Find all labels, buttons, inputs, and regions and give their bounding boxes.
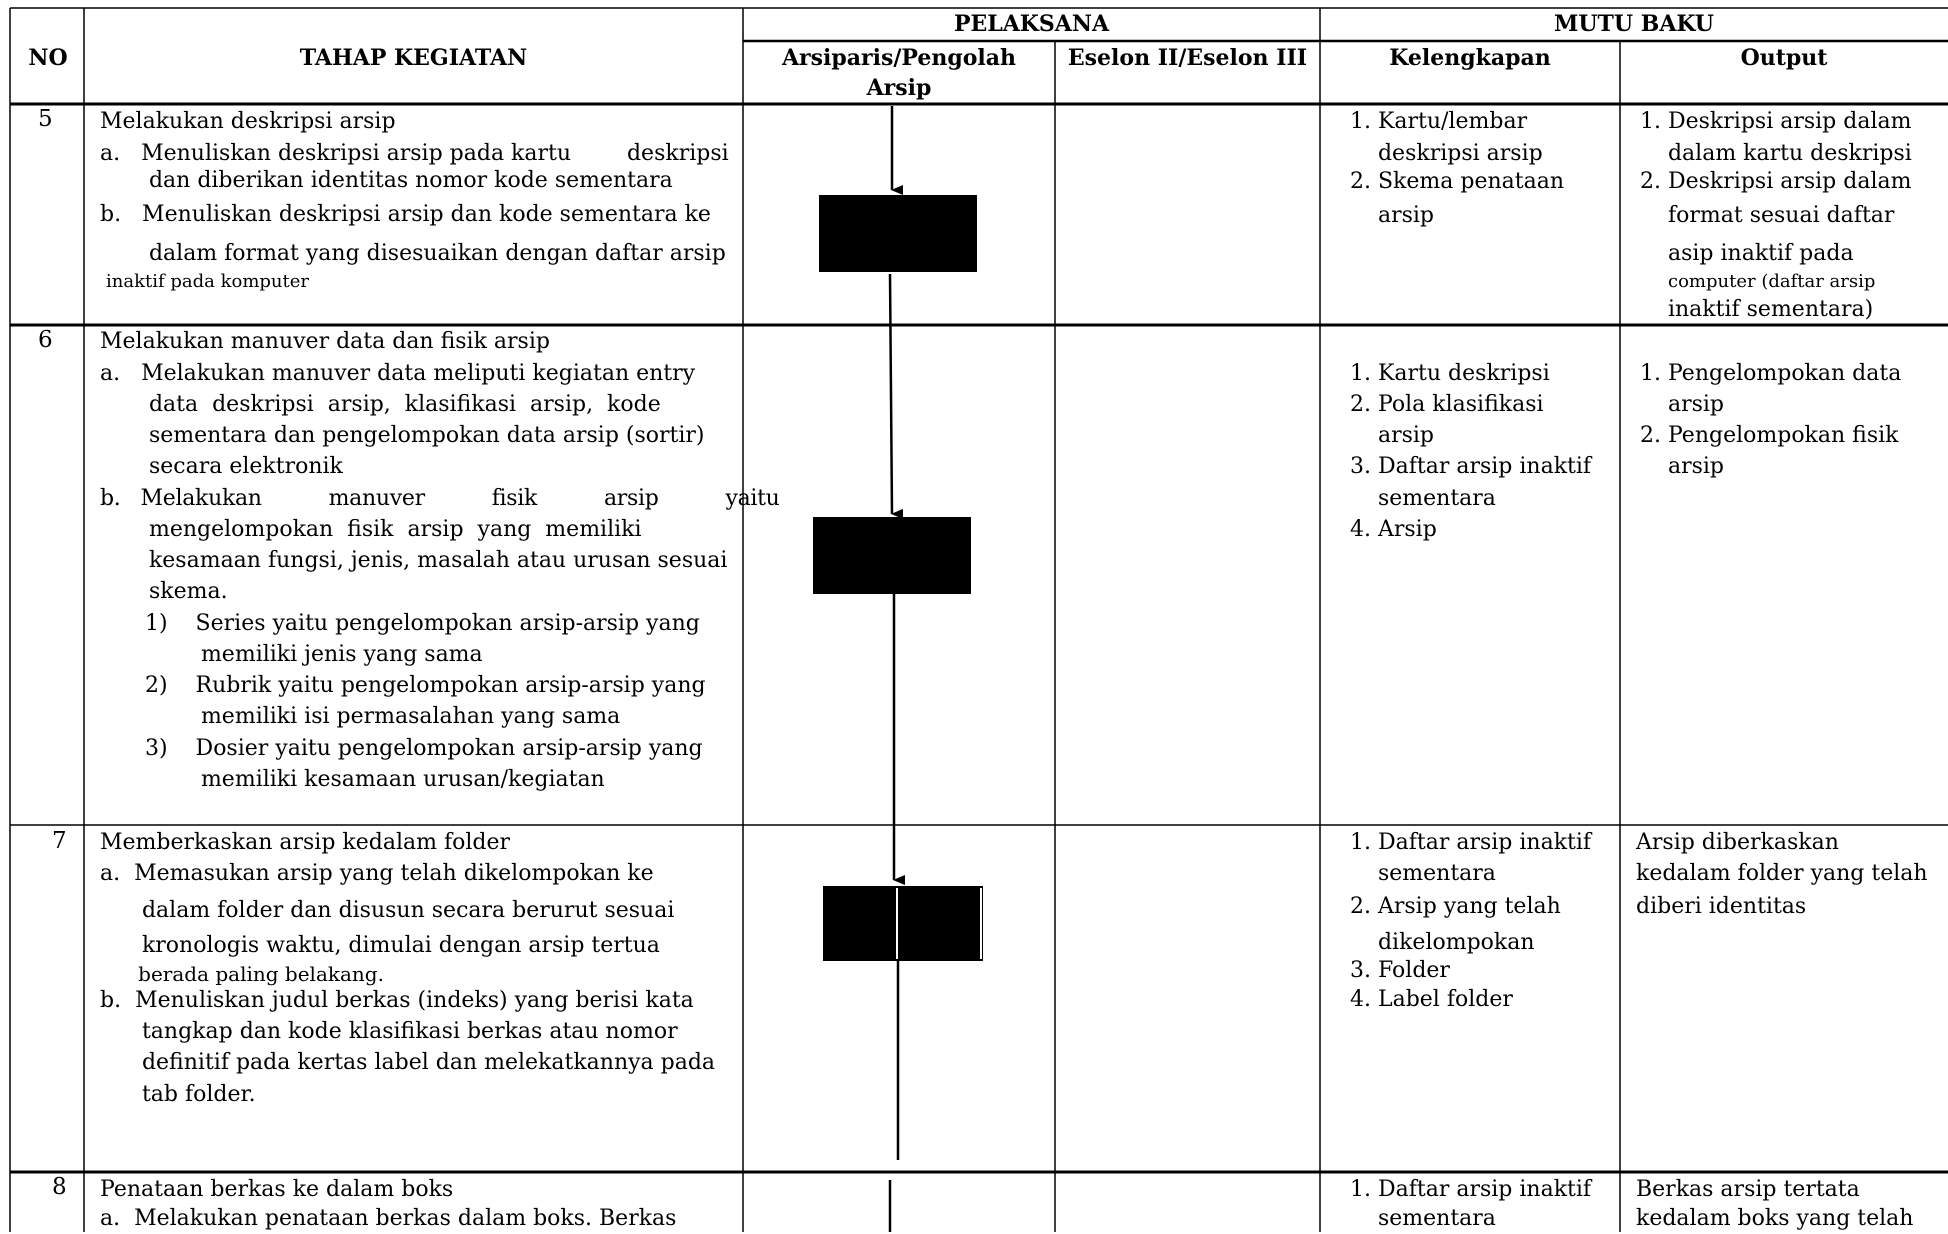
step-line: kronologis waktu, dimulai dengan arsip tertua bbox=[100, 933, 660, 958]
kelengkapan-item: 1. Kartu/lembar bbox=[1350, 109, 1528, 134]
step-line: 3) Dosier yaitu pengelompokan arsip-arsip yang bbox=[145, 736, 703, 761]
header-eselon: Eselon II/Eselon III bbox=[1067, 45, 1308, 71]
kelengkapan-item: 2. Pola klasifikasi bbox=[1350, 392, 1544, 417]
kelengkapan-item: 1. Daftar arsip inaktif bbox=[1350, 830, 1592, 855]
row-title: Memberkaskan arsip kedalam folder bbox=[100, 830, 511, 855]
kelengkapan-item: 4. Label folder bbox=[1350, 987, 1513, 1012]
kelengkapan-item: sementara bbox=[1350, 1206, 1496, 1231]
kelengkapan-item: 4. Arsip bbox=[1350, 517, 1437, 542]
step-line: b. Melakukan manuver fisik arsip yaitu bbox=[100, 486, 780, 511]
kelengkapan-item: dikelompokan bbox=[1350, 930, 1535, 955]
header-pelaksana: PELAKSANA bbox=[953, 11, 1110, 37]
kelengkapan-item: 1. Daftar arsip inaktif bbox=[1350, 1177, 1592, 1202]
kelengkapan-item: 2. Skema penataan bbox=[1350, 169, 1565, 194]
flow-line-1 bbox=[890, 274, 892, 514]
output-item: dalam kartu deskripsi bbox=[1640, 141, 1912, 166]
kelengkapan-item: 3. Folder bbox=[1350, 958, 1450, 983]
output-item: Berkas arsip tertata bbox=[1636, 1177, 1860, 1202]
kelengkapan-item: arsip bbox=[1350, 203, 1435, 228]
step-line: b. Menuliskan judul berkas (indeks) yang berisi kata bbox=[100, 988, 694, 1013]
step-line: dalam format yang disesuaikan dengan daftar arsip bbox=[100, 241, 726, 266]
header-tahap-kegiatan: TAHAP KEGIATAN bbox=[299, 45, 528, 71]
flow-box-step-7 bbox=[823, 886, 983, 961]
step-line: a. Melakukan penataan berkas dalam boks. Berkas bbox=[100, 1206, 677, 1231]
header-kelengkapan: Kelengkapan bbox=[1389, 45, 1551, 71]
step-line: 1) Series yaitu pengelompokan arsip-arsip yang bbox=[145, 611, 700, 636]
flow-box-step-5 bbox=[819, 195, 977, 272]
output-item: 1. Deskripsi arsip dalam bbox=[1640, 109, 1912, 134]
step-line: tangkap dan kode klasifikasi berkas atau nomor bbox=[100, 1019, 678, 1044]
output-item: arsip bbox=[1640, 392, 1725, 417]
step-line: sementara dan pengelompokan data arsip (sortir) bbox=[100, 423, 705, 448]
output-item: 1. Pengelompokan data bbox=[1640, 361, 1902, 386]
output-item: computer (daftar arsip bbox=[1668, 271, 1876, 292]
step-line: data deskripsi arsip, klasifikasi arsip, kode bbox=[100, 392, 661, 417]
row-no: 5 bbox=[38, 106, 53, 132]
step-line: definitif pada kertas label dan melekatkannya pada bbox=[100, 1050, 716, 1075]
step-line: dalam folder dan disusun secara berurut sesuai bbox=[100, 898, 675, 923]
kelengkapan-item: sementara bbox=[1350, 486, 1496, 511]
output-item: kedalam folder yang telah bbox=[1636, 861, 1928, 886]
step-line: berada paling belakang. bbox=[100, 962, 384, 986]
header-arsiparis-2: Arsip bbox=[866, 75, 932, 101]
step-line: tab folder. bbox=[100, 1082, 256, 1107]
kelengkapan-item: deskripsi arsip bbox=[1350, 141, 1543, 166]
flow-box-step-6 bbox=[813, 517, 971, 594]
output-item: format sesuai daftar bbox=[1640, 203, 1895, 228]
output-item: Arsip diberkaskan bbox=[1636, 830, 1839, 855]
step-line: secara elektronik bbox=[100, 454, 343, 479]
kelengkapan-item: sementara bbox=[1350, 861, 1496, 886]
output-item: diberi identitas bbox=[1636, 894, 1807, 919]
output-item: arsip bbox=[1640, 454, 1725, 479]
row-title: Melakukan manuver data dan fisik arsip bbox=[100, 329, 550, 354]
step-line: b. Menuliskan deskripsi arsip dan kode sementara ke bbox=[100, 202, 711, 227]
step-line: 2) Rubrik yaitu pengelompokan arsip-arsip yang bbox=[145, 673, 706, 698]
step-line: memiliki kesamaan urusan/kegiatan bbox=[145, 767, 605, 792]
step-line: a. Memasukan arsip yang telah dikelompokan ke bbox=[100, 861, 654, 886]
output-item: 2. Pengelompokan fisik bbox=[1640, 423, 1899, 448]
output-item: 2. Deskripsi arsip dalam bbox=[1640, 169, 1912, 194]
header-output: Output bbox=[1740, 45, 1828, 71]
step-line: skema. bbox=[100, 579, 228, 604]
row-no: 7 bbox=[52, 828, 67, 854]
step-line: dan diberikan identitas nomor kode sementara bbox=[100, 168, 673, 193]
row-title: Penataan berkas ke dalam boks bbox=[100, 1177, 454, 1202]
kelengkapan-item: 2. Arsip yang telah bbox=[1350, 894, 1561, 919]
step-line: inaktif pada komputer bbox=[106, 271, 310, 292]
row-no: 8 bbox=[52, 1174, 67, 1200]
step-line: a. Menuliskan deskripsi arsip pada kartu deskripsi bbox=[100, 141, 729, 166]
header-arsiparis-1: Arsiparis/Pengolah bbox=[781, 45, 1017, 71]
step-line: memiliki jenis yang sama bbox=[145, 642, 483, 667]
output-item: kedalam boks yang telah bbox=[1636, 1206, 1914, 1231]
output-item: asip inaktif pada bbox=[1640, 241, 1854, 266]
step-line: mengelompokan fisik arsip yang memiliki bbox=[100, 517, 642, 542]
step-line: kesamaan fungsi, jenis, masalah atau urusan sesuai bbox=[100, 548, 728, 573]
output-item: inaktif sementara) bbox=[1640, 297, 1874, 322]
kelengkapan-item: 3. Daftar arsip inaktif bbox=[1350, 454, 1592, 479]
step-line: memiliki isi permasalahan yang sama bbox=[145, 704, 621, 729]
row-no: 6 bbox=[38, 327, 53, 353]
row-title: Melakukan deskripsi arsip bbox=[100, 109, 396, 134]
header-no: NO bbox=[28, 45, 68, 71]
header-mutu-baku: MUTU BAKU bbox=[1554, 11, 1714, 37]
step-line: a. Melakukan manuver data meliputi kegiatan entry bbox=[100, 361, 696, 386]
kelengkapan-item: 1. Kartu deskripsi bbox=[1350, 361, 1550, 386]
kelengkapan-item: arsip bbox=[1350, 423, 1435, 448]
